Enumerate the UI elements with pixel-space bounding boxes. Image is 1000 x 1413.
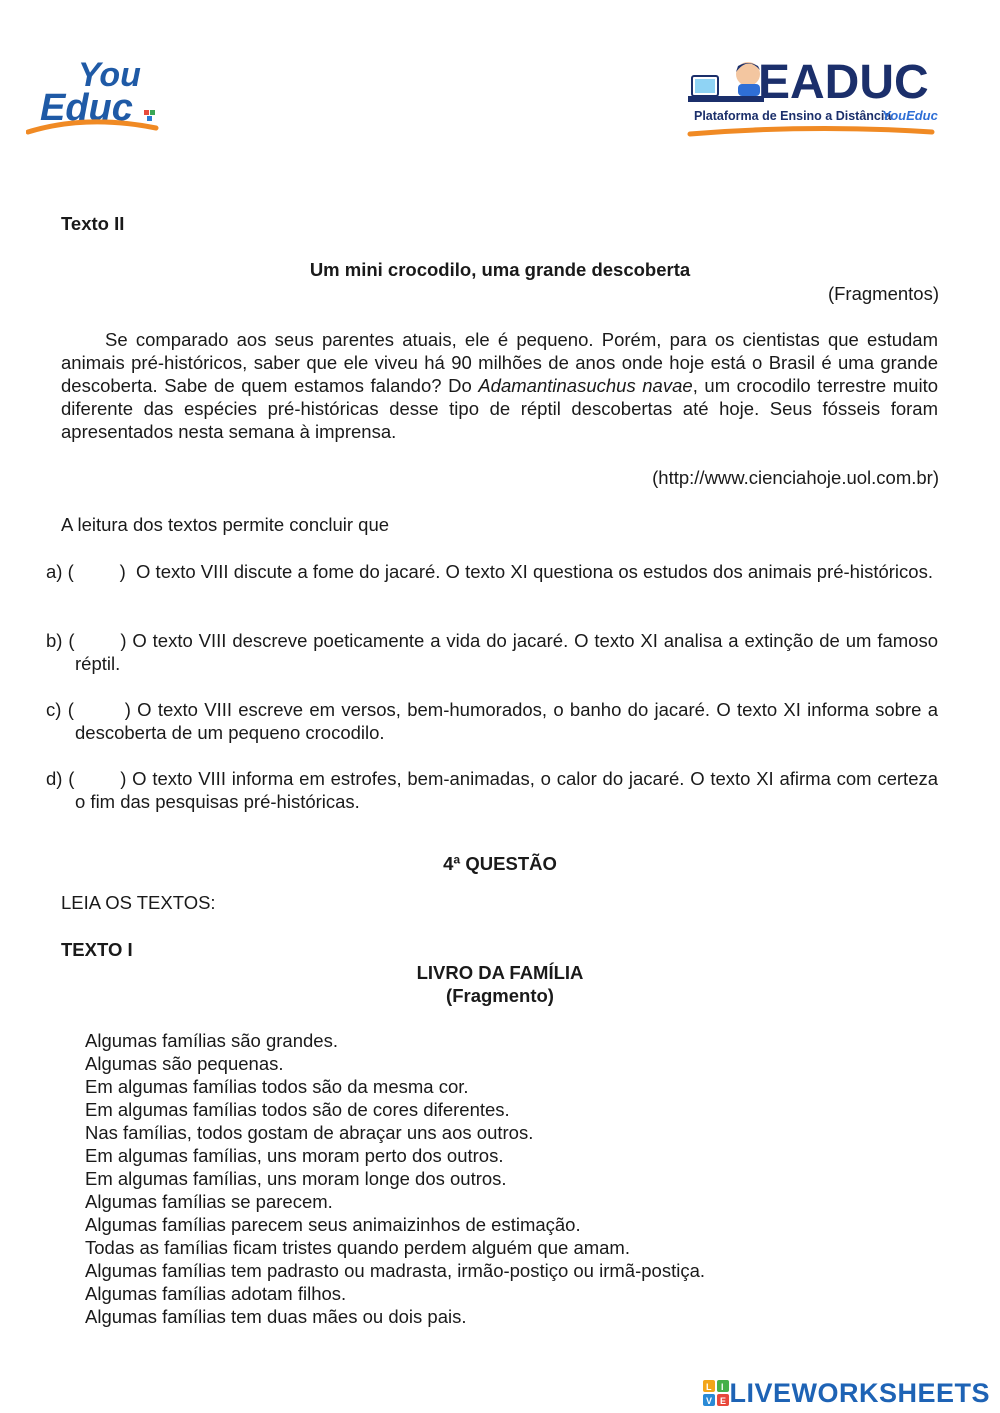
- poem-line: Algumas famílias tem padrasto ou madrasta, irmão-postiço ou irmã-postiça.: [85, 1260, 706, 1281]
- option-d-letter: d) (: [46, 768, 75, 789]
- text1-label: TEXTO I: [61, 939, 133, 960]
- option-d-close[interactable]: ): [120, 768, 127, 789]
- liveworksheets-badge-icon: [703, 1380, 729, 1406]
- eaduc-logo-tagline: Plataforma de Ensino a Distância: [694, 109, 892, 123]
- svg-text:E: E: [720, 1396, 727, 1406]
- poem-line: Nas famílias, todos gostam de abraçar uns aos outros.: [85, 1122, 534, 1143]
- poem-line: Algumas famílias adotam filhos.: [85, 1283, 347, 1304]
- poem-subtitle: (Fragmento): [446, 985, 554, 1006]
- youeduc-logo: [26, 52, 166, 147]
- text2-paragraph-part2: , um crocodilo terrestre muito diferente das espécies pré-históricas desse tipo de réptil descobertas até hoje. Seus fósseis foram apresentados nesta semana à imprensa.: [61, 375, 938, 442]
- text2-title: Um mini crocodilo, uma grande descoberta: [309, 259, 691, 280]
- poem-line: Algumas famílias se parecem.: [85, 1191, 333, 1212]
- svg-text:I: I: [721, 1382, 724, 1392]
- option-b[interactable]: [46, 629, 938, 675]
- poem-line: Em algumas famílias todos são da mesma cor.: [85, 1076, 469, 1097]
- poem-body: [85, 1029, 705, 1328]
- poem-line: Algumas famílias são grandes.: [85, 1030, 338, 1051]
- poem-line: Algumas famílias tem duas mães ou dois pais.: [85, 1306, 467, 1327]
- poem-line: Algumas famílias parecem seus animaizinhos de estimação.: [85, 1214, 581, 1235]
- text2-source: (http://www.cienciahoje.uol.com.br): [652, 467, 939, 488]
- poem-title: LIVRO DA FAMÍLIA: [416, 962, 584, 983]
- liveworksheets-brand: LIVEWORKSHEETS: [729, 1377, 990, 1408]
- text2-fragments-note: (Fragmentos): [827, 283, 939, 304]
- question4-heading: 4ª QUESTÃO: [443, 853, 557, 874]
- youeduc-logo-line1: You: [78, 56, 141, 94]
- liveworksheets-watermark: [703, 1378, 990, 1408]
- option-a-letter: a) (: [46, 561, 74, 582]
- species-name: Adamantinasuchus navae: [478, 375, 693, 396]
- poem-line: Em algumas famílias, uns moram longe dos outros.: [85, 1168, 507, 1189]
- option-d-text: O texto VIII informa em estrofes, bem-animadas, o calor do jacaré. O texto XI afirma com certeza o fim das pesquisas pré-históricas.: [75, 768, 939, 812]
- poem-line: Em algumas famílias todos são de cores diferentes.: [85, 1099, 510, 1120]
- poem-line: Algumas são pequenas.: [85, 1053, 284, 1074]
- svg-text:V: V: [706, 1396, 713, 1406]
- question3-prompt: A leitura dos textos permite concluir que: [61, 514, 390, 535]
- option-b-close[interactable]: ): [120, 630, 127, 651]
- text2-paragraph: [61, 328, 938, 443]
- option-b-letter: b) (: [46, 630, 75, 651]
- text2-paragraph-part1: Se comparado aos seus parentes atuais, ele é pequeno. Porém, para os cientistas que estudam animais pré-históricos, saber que ele viveu há 90 milhões de anos onde hoje está o Brasil é uma grande descoberta. Sabe de quem estamos falando? Do: [61, 329, 938, 396]
- option-c[interactable]: [46, 698, 938, 744]
- option-a-close[interactable]: ): [119, 561, 126, 582]
- eaduc-logo-tagline-brand: YouEduc: [882, 108, 938, 123]
- option-c-text: O texto VIII escreve em versos, bem-humorados, o banho do jacaré. O texto XI informa sobre a descoberta de um pequeno crocodilo.: [75, 699, 938, 743]
- poem-line: Todas as famílias ficam tristes quando perdem alguém que amam.: [85, 1237, 630, 1258]
- option-b-text: O texto VIII descreve poeticamente a vida do jacaré. O texto XI analisa a extinção de um famoso réptil.: [75, 630, 938, 674]
- option-d[interactable]: [46, 767, 938, 813]
- option-a-text: O texto VIII discute a fome do jacaré. O texto XI questiona os estudos dos animais pré-históricos.: [136, 561, 933, 582]
- svg-text:L: L: [706, 1382, 712, 1392]
- option-a[interactable]: [46, 560, 938, 583]
- youeduc-logo-line2: Educ: [40, 87, 133, 129]
- poem-line: Em algumas famílias, uns moram perto dos outros.: [85, 1145, 504, 1166]
- option-c-letter: c) (: [46, 699, 74, 720]
- text2-label: Texto II: [61, 213, 125, 234]
- eaduc-logo: [686, 54, 940, 146]
- eaduc-logo-name: EADUC: [758, 56, 929, 109]
- question4-instruction: LEIA OS TEXTOS:: [61, 892, 216, 913]
- option-c-close[interactable]: ): [124, 699, 131, 720]
